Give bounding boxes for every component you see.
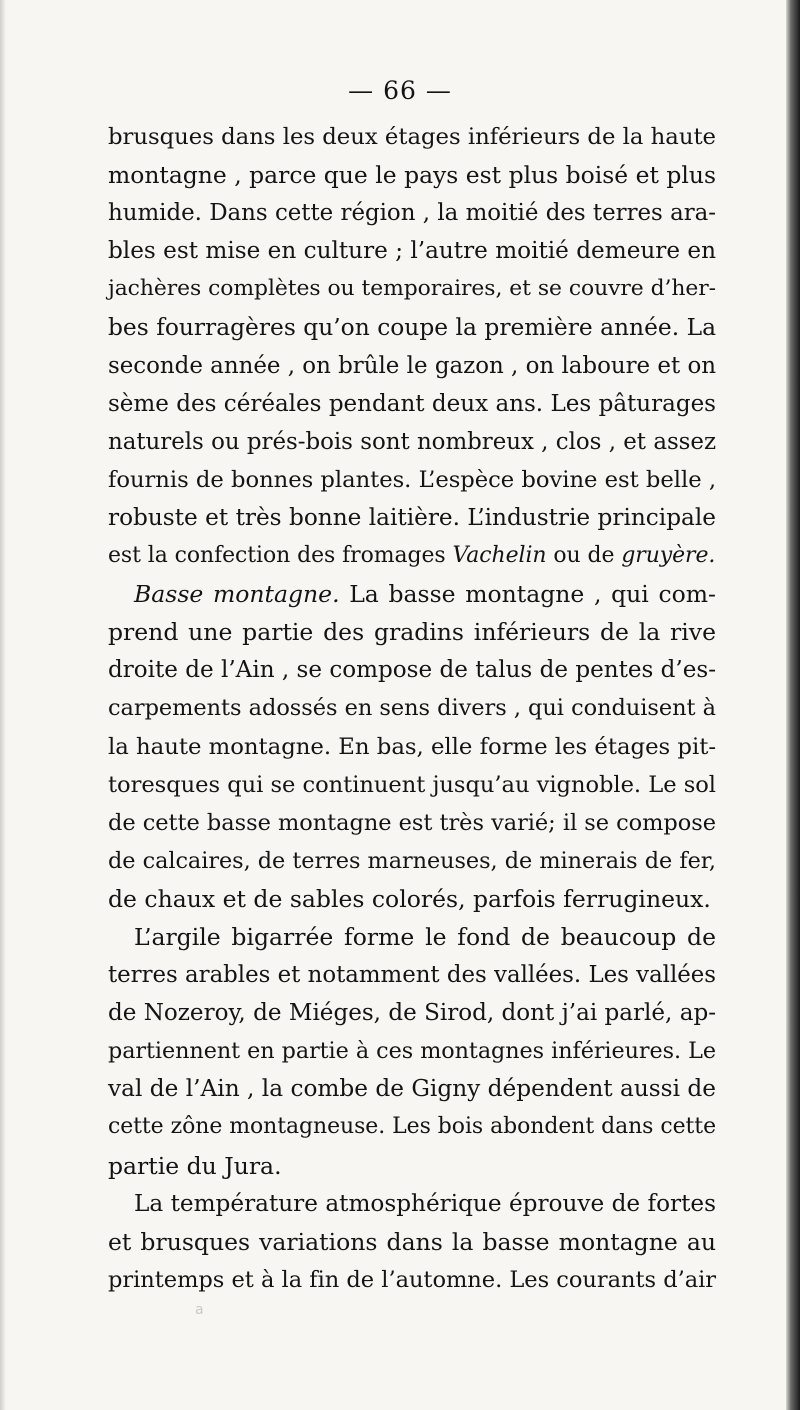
- text-run: bes fourragères qu’on coupe la première année. La: [108, 313, 716, 342]
- text-line: [108, 1147, 716, 1185]
- text-run: L’argile bigarrée forme le fond de beaucoup de: [134, 922, 716, 951]
- text-run: printemps et à la fin de l’automne. Les courants d’air: [108, 1266, 716, 1293]
- text-line: [108, 1261, 716, 1299]
- text-line: [108, 1070, 716, 1108]
- text-line: [108, 1108, 716, 1146]
- text-line: [108, 804, 716, 842]
- text-line: [108, 156, 716, 194]
- text-line: [108, 651, 716, 689]
- text-run: de cette basse montagne est très varié; il se compose: [108, 809, 716, 836]
- text-line: [108, 423, 716, 461]
- text-run: de Nozeroy, de Miéges, de Sirod, dont j’ai parlé, ap-: [108, 1000, 716, 1027]
- text-run: bles est mise en culture ; l’autre moitié demeure en: [108, 238, 716, 265]
- text-run: ou de: [546, 543, 622, 569]
- text-line: [108, 728, 716, 766]
- margin-mark: a: [195, 1302, 204, 1318]
- text-run: brusques dans les deux étages inférieurs de la haute: [108, 124, 716, 150]
- text-line: [108, 842, 716, 880]
- page-left-edge: [0, 0, 6, 1410]
- text-run: montagne , parce que le pays est plus boisé et plus: [108, 161, 716, 190]
- text-line: [108, 575, 716, 613]
- text-line: [108, 994, 716, 1032]
- text-line: [108, 766, 716, 804]
- italic-run: Vachelin: [452, 543, 547, 569]
- text-run: La basse montagne , qui com-: [339, 580, 716, 609]
- text-line: [108, 118, 716, 156]
- text-line: [108, 956, 716, 994]
- page-number: — 66 —: [348, 76, 452, 105]
- text-run: val de l’Ain , la combe de Gigny dépendent aussi de: [108, 1075, 716, 1103]
- text-run: jachères complètes ou temporaires, et se couvre d’her-: [108, 276, 716, 302]
- italic-run: gruyère.: [621, 543, 716, 569]
- text-run: seconde année , on brûle le gazon , on laboure et on: [108, 352, 716, 379]
- text-run: partie du Jura.: [108, 1151, 282, 1180]
- text-line: [108, 461, 716, 499]
- text-run: naturels ou prés-bois sont nombreux , clos , et assez: [108, 428, 716, 455]
- text-line: [108, 1223, 716, 1261]
- paragraph: [108, 918, 716, 1185]
- text-line: [108, 499, 716, 537]
- text-run: robuste et très bonne laitière. L’industrie principale: [108, 503, 716, 531]
- text-line: [108, 270, 716, 308]
- paragraph: [108, 575, 716, 918]
- text-run: humide. Dans cette région , la moitié des terres ara-: [108, 200, 716, 227]
- text-run: prend une partie des gradins inférieurs de la rive: [108, 618, 716, 647]
- page-binding-shadow: [786, 0, 800, 1410]
- text-run: toresques qui se continuent jusqu’au vignoble. Le sol: [108, 771, 716, 798]
- text-line: [108, 613, 716, 651]
- text-line: [108, 1032, 716, 1070]
- text-run: de chaux et de sables colorés, parfois ferrugineux.: [108, 884, 711, 913]
- body-text: [108, 118, 716, 1299]
- text-run: est la confection des fromages: [108, 543, 453, 569]
- text-line: [108, 689, 716, 727]
- text-line: [108, 347, 716, 385]
- text-run: cette zône montagneuse. Les bois abondent dans cette: [108, 1114, 716, 1140]
- text-line: [108, 1185, 716, 1223]
- text-line: [108, 308, 716, 346]
- text-run: carpements adossés en sens divers , qui conduisent à: [108, 695, 716, 722]
- text-run: droite de l’Ain , se compose de talus de pentes d’es-: [108, 657, 716, 684]
- text-run: sème des céréales pendant deux ans. Les pâturages: [108, 390, 716, 417]
- italic-run: Basse montagne.: [134, 580, 340, 609]
- paragraph: [108, 118, 716, 575]
- text-run: partiennent en partie à ces montagnes inférieures. Le: [108, 1038, 716, 1065]
- text-run: et brusques variations dans la basse montagne au: [108, 1227, 716, 1256]
- text-line: [108, 537, 716, 575]
- text-line: [108, 385, 716, 423]
- text-line: [108, 880, 716, 918]
- text-line: [108, 918, 716, 956]
- text-line: [108, 232, 716, 270]
- text-run: fournis de bonnes plantes. L’espèce bovine est belle ,: [108, 466, 716, 493]
- text-run: la haute montagne. En bas, elle forme les étages pit-: [108, 733, 716, 760]
- text-run: terres arables et notamment des vallées. Les vallées: [108, 962, 716, 989]
- text-run: de calcaires, de terres marneuses, de minerais de fer,: [108, 847, 716, 874]
- text-line: [108, 194, 716, 232]
- text-run: La température atmosphérique éprouve de fortes: [134, 1189, 716, 1217]
- paragraph: [108, 1185, 716, 1299]
